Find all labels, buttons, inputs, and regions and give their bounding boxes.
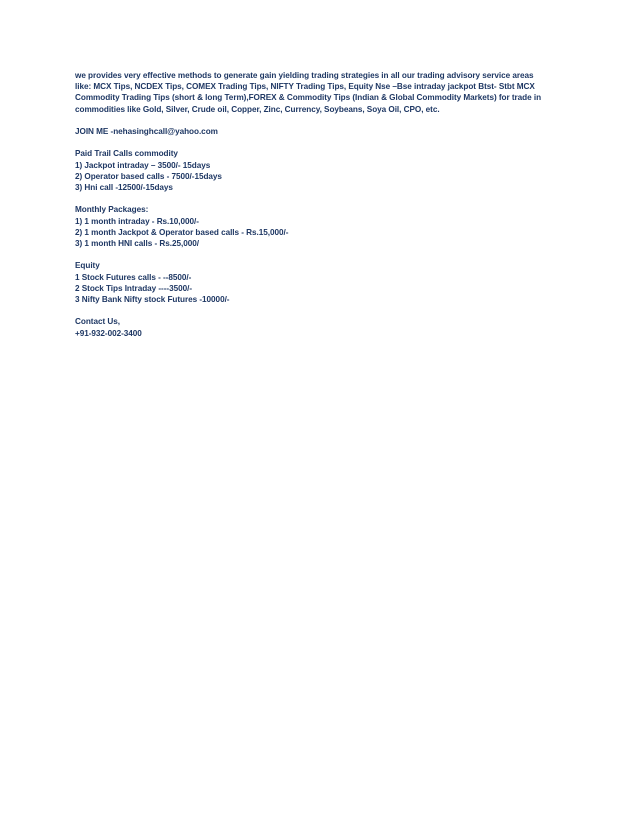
equity-heading: Equity bbox=[75, 261, 100, 271]
equity-item: 1 Stock Futures calls - --8500/- bbox=[75, 272, 192, 282]
monthly-package-item: 1) 1 month intraday - Rs.10,000/- bbox=[75, 216, 199, 226]
paid-trail-heading: Paid Trail Calls commodity bbox=[75, 149, 178, 159]
intro-paragraph bbox=[75, 70, 575, 115]
contact-phone: +91-932-002-3400 bbox=[75, 328, 142, 338]
intro-line: Commodity Trading Tips (short & long Term),FOREX & Commodity Tips (Indian & Global Commodity Markets) for trade in bbox=[75, 93, 542, 103]
equity-item: 3 Nifty Bank Nifty stock Futures -10000/- bbox=[75, 295, 230, 304]
intro-line: we provides very effective methods to generate gain yielding trading strategies in all our trading advisory service areas bbox=[75, 71, 534, 80]
monthly-packages-section bbox=[75, 204, 575, 249]
equity-item: 2 Stock Tips Intraday ----3500/- bbox=[75, 283, 193, 293]
monthly-packages-heading: Monthly Packages: bbox=[75, 205, 149, 215]
monthly-package-item: 3) 1 month HNI calls - Rs.25,000/ bbox=[75, 239, 199, 248]
intro-line: like: MCX Tips, NCDEX Tips, COMEX Trading Tips, NIFTY Trading Tips, Equity Nse –Bse intraday jackpot Btst- Stbt MCX bbox=[75, 82, 535, 92]
intro-line: commodities like Gold, Silver, Crude oil, Copper, Zinc, Currency, Soybeans, Soya Oil, CPO, etc. bbox=[75, 104, 440, 114]
paid-trail-item: 1) Jackpot intraday – 3500/- 15days bbox=[75, 160, 211, 170]
paid-trail-section bbox=[75, 148, 575, 193]
join-paragraph bbox=[75, 126, 575, 137]
join-email-line: JOIN ME -nehasinghcall@yahoo.com bbox=[75, 127, 218, 136]
contact-heading: Contact Us, bbox=[75, 317, 120, 327]
monthly-package-item: 2) 1 month Jackpot & Operator based calls - Rs.15,000/- bbox=[75, 227, 289, 237]
document-body bbox=[75, 70, 575, 350]
paid-trail-item: 2) Operator based calls - 7500/-15days bbox=[75, 171, 222, 181]
equity-section bbox=[75, 260, 575, 305]
contact-section bbox=[75, 316, 575, 338]
paid-trail-item: 3) Hni call -12500/-15days bbox=[75, 183, 173, 192]
